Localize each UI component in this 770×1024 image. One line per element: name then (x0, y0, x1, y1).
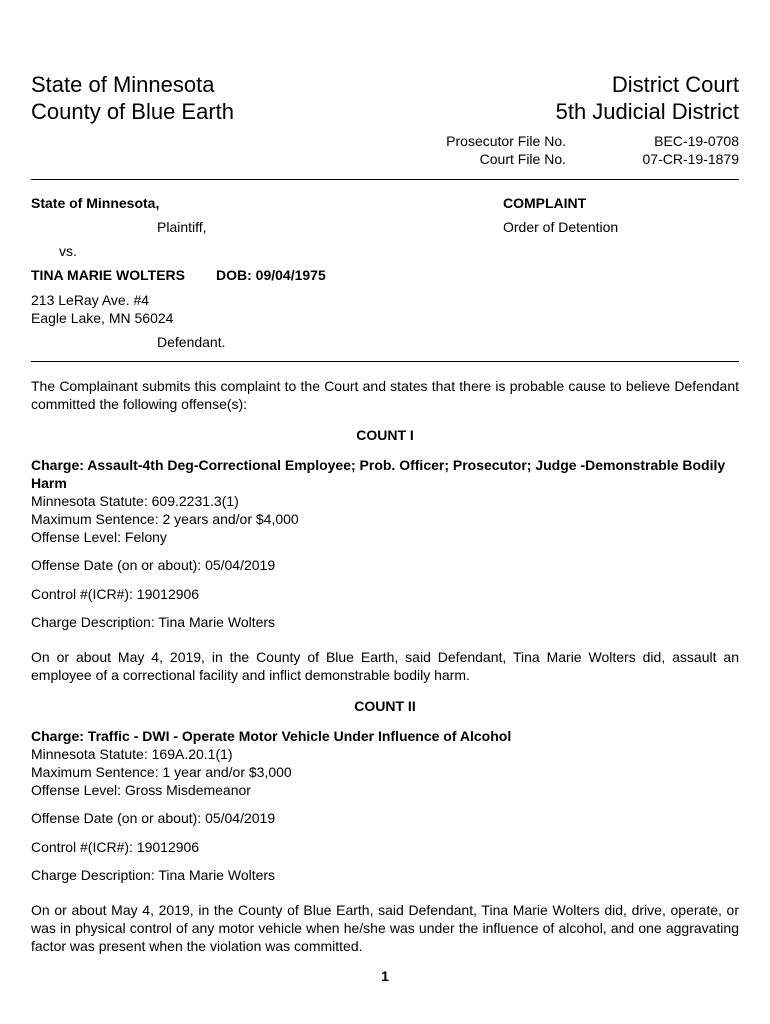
statute-details (31, 492, 739, 546)
court-file-value: 07-CR-19-1879 (642, 151, 739, 167)
statute: Minnesota Statute: 169A.20.1(1) (31, 746, 233, 762)
defendant-role: Defendant. (157, 334, 226, 350)
count-heading: COUNT I (356, 427, 414, 443)
count-heading: COUNT II (354, 698, 416, 714)
county-heading: County of Blue Earth (31, 99, 235, 124)
court-file-label: Court File No. (479, 151, 566, 167)
statute-details (31, 745, 739, 799)
defendant-address-line2: Eagle Lake, MN 56024 (31, 310, 174, 326)
control-number: Control #(ICR#): 19012906 (31, 839, 200, 855)
max-sentence: Maximum Sentence: 2 years and/or $4,000 (31, 511, 299, 527)
control-number: Control #(ICR#): 19012906 (31, 586, 200, 602)
offense-date: Offense Date (on or about): 05/04/2019 (31, 557, 276, 573)
defendant-dob: DOB: 09/04/1975 (216, 267, 326, 283)
plaintiff-name: State of Minnesota, (31, 195, 160, 211)
district-heading: 5th Judicial District (555, 99, 739, 124)
charge-description: Charge Description: Tina Marie Wolters (31, 867, 276, 883)
charge-title: Charge: Traffic - DWI - Operate Motor Vehicle Under Influence of Alcohol (31, 728, 512, 744)
intro-paragraph: The Complainant submits this complaint to the Court and states that there is probable cause to believe Defendant committed the following offense(s): (31, 378, 739, 412)
offense-level: Offense Level: Gross Misdemeanor (31, 782, 251, 798)
prosecutor-file-label: Prosecutor File No. (446, 133, 566, 149)
charge-title: Charge: Assault-4th Deg-Correctional Employee; Prob. Officer; Prosecutor; Judge -Demonstrable Bodily Harm (31, 457, 726, 491)
court-heading: District Court (611, 72, 739, 97)
offense-date: Offense Date (on or about): 05/04/2019 (31, 810, 276, 826)
defendant-address-line1: 213 LeRay Ave. #4 (31, 292, 150, 308)
offense-level: Offense Level: Felony (31, 529, 167, 545)
max-sentence: Maximum Sentence: 1 year and/or $3,000 (31, 764, 292, 780)
statute: Minnesota Statute: 609.2231.3(1) (31, 493, 239, 509)
count-narrative: On or about May 4, 2019, in the County of Blue Earth, said Defendant, Tina Marie Wolters did, assault an employee of a correctional facility and inflict demonstrable bodily harm. (31, 649, 739, 683)
page-number: 1 (381, 968, 389, 984)
caption-divider (31, 361, 739, 362)
document-subtype: Order of Detention (503, 219, 619, 235)
state-heading: State of Minnesota (31, 72, 215, 97)
prosecutor-file-value: BEC-19-0708 (654, 133, 739, 149)
count-narrative: On or about May 4, 2019, in the County of Blue Earth, said Defendant, Tina Marie Wolters did, drive, operate, or was in physical control of any motor vehicle when he/she was under the influence of alcohol, and one aggravating factor was present when the violation was committed. (31, 902, 739, 954)
defendant-name: TINA MARIE WOLTERS (31, 267, 185, 283)
plaintiff-role: Plaintiff, (157, 219, 207, 235)
charge-description: Charge Description: Tina Marie Wolters (31, 614, 276, 630)
header-divider (31, 179, 739, 180)
versus-label: vs. (59, 243, 77, 259)
document-type: COMPLAINT (503, 195, 587, 211)
